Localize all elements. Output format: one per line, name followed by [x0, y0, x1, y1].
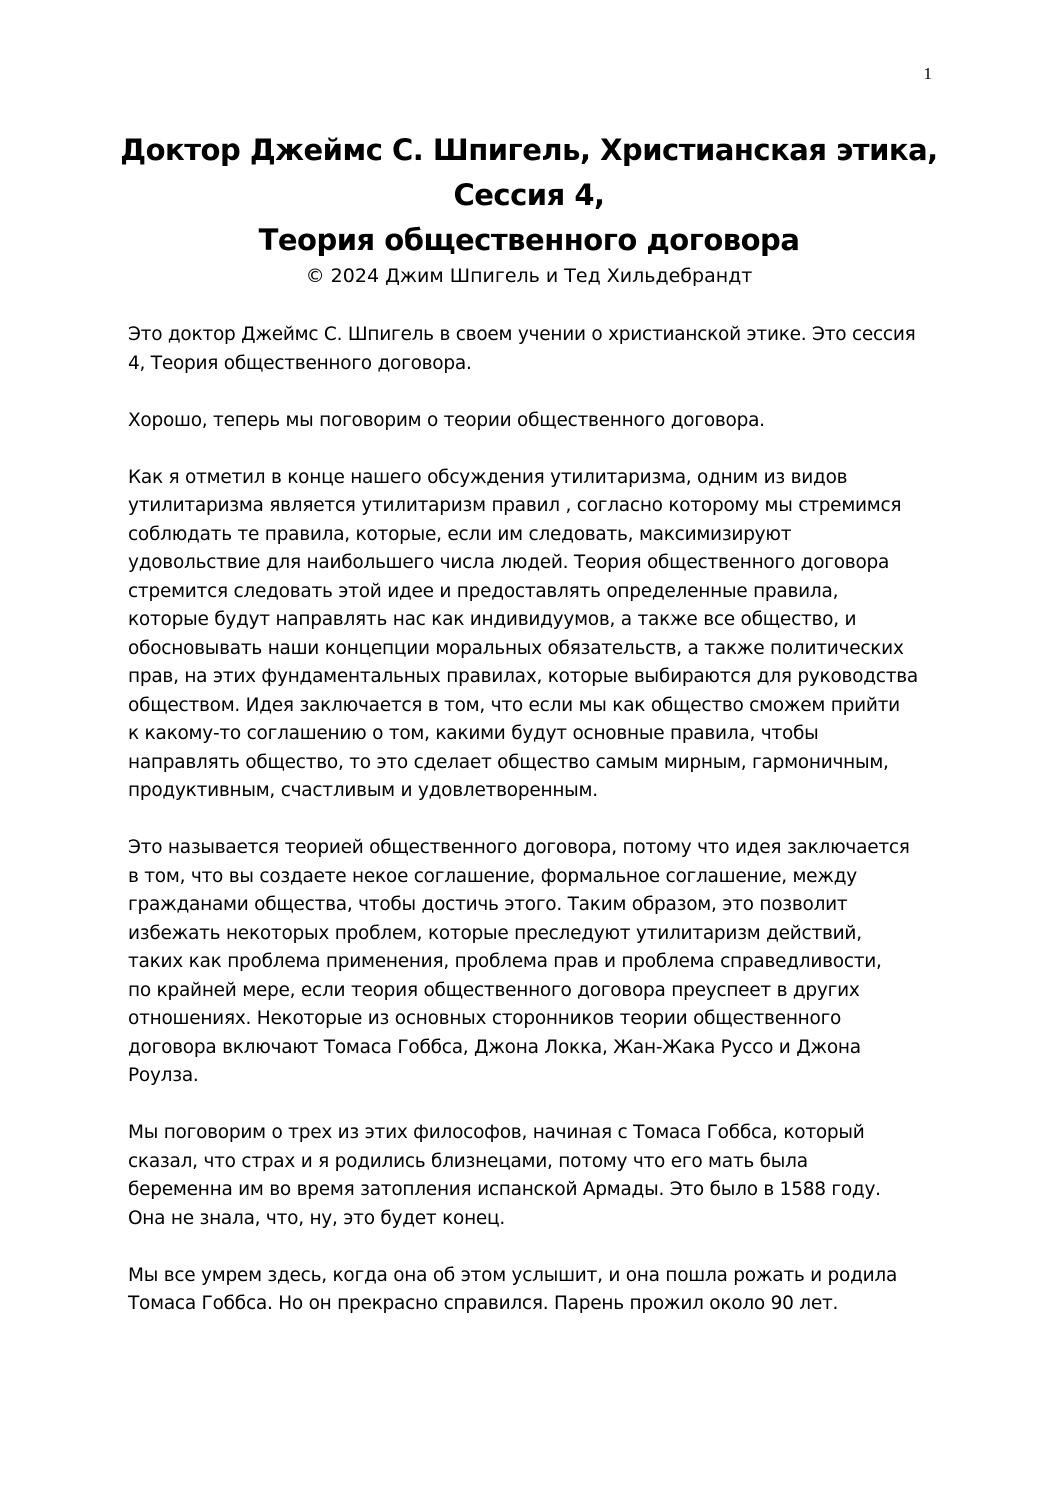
paragraph-line: договора включают Томаса Гоббса, Джона Локка, Жан-Жака Руссо и Джона [128, 1036, 861, 1058]
paragraph-line: избежать некоторых проблем, которые преследуют утилитаризм действий, [128, 922, 862, 944]
paragraph-line: Она не знала, что, ну, это будет конец. [128, 1207, 506, 1229]
paragraph-line: Томаса Гоббса. Но он прекрасно справился. Парень прожил около 90 лет. [128, 1293, 839, 1314]
paragraph-line: продуктивным, счастливым и удовлетворенным. [128, 780, 598, 801]
paragraph [128, 464, 928, 806]
document-title-line-2: Сессия 4, [453, 178, 605, 212]
paragraph-line: беременна им во время затопления испанской Армады. Это было в 1588 году. [128, 1179, 881, 1200]
title-block [90, 128, 968, 289]
paragraph-line: стремится следовать этой идее и предоставлять определенные правила, [128, 580, 839, 602]
paragraph-line: прав, на этих фундаментальных правилах, которые выбираются для руководства [128, 666, 918, 687]
paragraph [128, 1262, 928, 1319]
paragraph-line: соблюдать те правила, которые, если им следовать, максимизируют [128, 523, 792, 545]
paragraph-line: Мы поговорим о трех из этих философов, начиная с Томаса Гоббса, который [128, 1122, 865, 1143]
paragraph [128, 1119, 928, 1233]
paragraph [128, 407, 928, 436]
paragraph-line: направлять общество, то это сделает общество самым мирным, гармоничным, [128, 751, 889, 773]
paragraph-line: таких как проблема применения, проблема прав и проблема справедливости, [128, 951, 882, 972]
paragraph-line: отношениях. Некоторые из основных сторонников теории общественного [128, 1008, 842, 1029]
paragraph-line: Мы все умрем здесь, когда она об этом услышит, и она пошла рожать и родила [128, 1264, 898, 1286]
paragraph [128, 321, 928, 378]
paragraph-line: сказал, что страх и я родились близнецами, потому что его мать была [128, 1150, 808, 1172]
document-title-line-1: Доктор Джеймс С. Шпигель, Христианская этика, [120, 133, 938, 167]
paragraph-line: к какому-то соглашению о том, какими будут основные правила, чтобы [128, 723, 819, 744]
paragraph-line: Хорошо, теперь мы поговорим о теории общественного договора. [128, 409, 765, 431]
paragraph-line: Это называется теорией общественного договора, потому что идея заключается [128, 837, 910, 858]
body-text [128, 321, 928, 1347]
paragraph-line: обосновывать наши концепции моральных обязательств, а также политических [128, 637, 904, 659]
page-number: 1 [923, 64, 932, 83]
paragraph-line: 4, Теория общественного договора. [128, 352, 472, 374]
paragraph-line: по крайней мере, если теория общественного договора преуспеет в других [128, 979, 860, 1001]
paragraph-line: Это доктор Джеймс С. Шпигель в своем учении о христианской этике. Это сессия [128, 324, 916, 345]
paragraph-line: обществом. Идея заключается в том, что если мы как общество сможем прийти [128, 694, 900, 716]
paragraph-line: в том, что вы создаете некое соглашение, формальное соглашение, между [128, 865, 857, 887]
paragraph-line: удовольствие для наибольшего числа людей. Теория общественного договора [128, 552, 890, 573]
paragraph-line: Роулза. [128, 1065, 199, 1086]
paragraph-line: утилитаризма является утилитаризм правил , согласно которому мы стремимся [128, 495, 902, 516]
paragraph-line: гражданами общества, чтобы достичь этого. Таким образом, это позволит [128, 894, 848, 915]
document-title-line-3: Теория общественного договора [258, 223, 800, 257]
paragraph [128, 834, 928, 1091]
copyright-notice: © 2024 Джим Шпигель и Тед Хильдебрандт [305, 265, 753, 287]
paragraph-line: Как я отметил в конце нашего обсуждения утилитаризма, одним из видов [128, 466, 848, 488]
paragraph-line: которые будут направлять нас как индивидуумов, а также все общество, и [128, 609, 857, 630]
